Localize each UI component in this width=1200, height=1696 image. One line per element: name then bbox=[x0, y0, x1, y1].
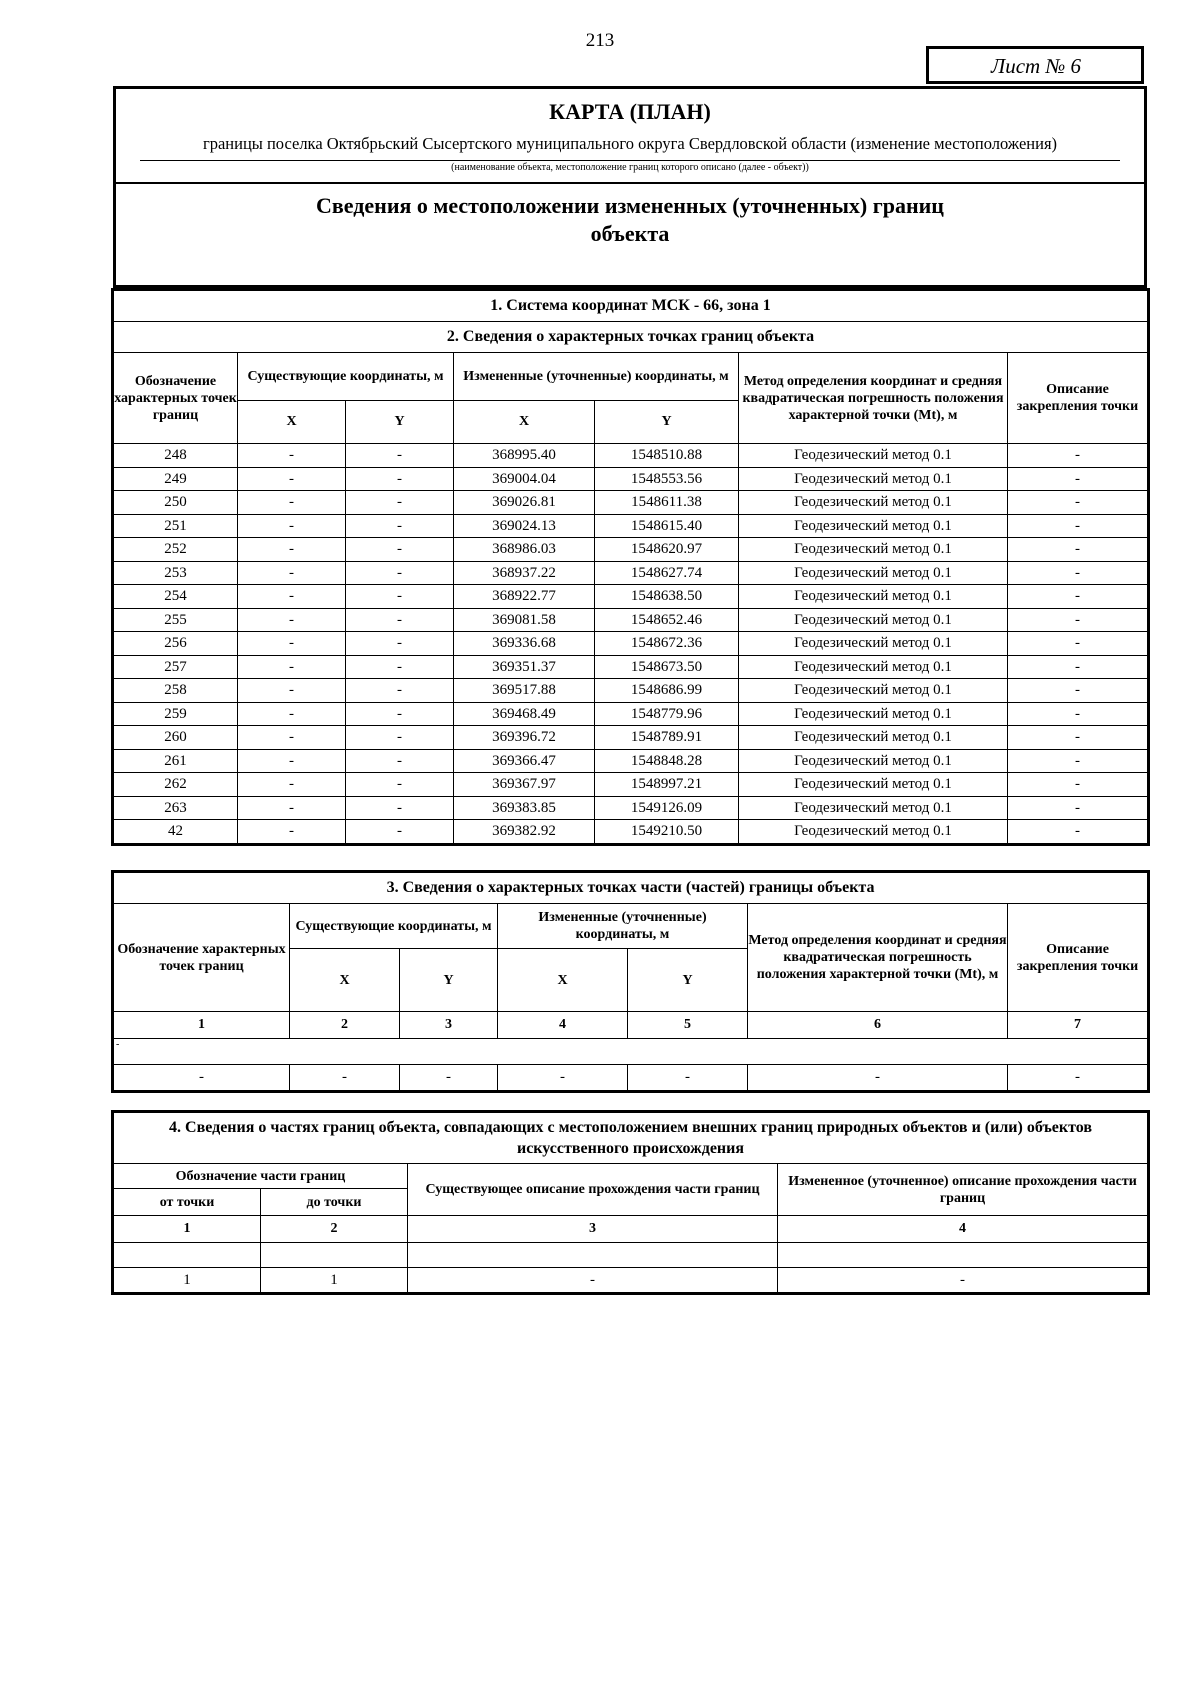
table-cell: - bbox=[114, 1065, 290, 1091]
coordinate-system-caption: 1. Система координат МСК - 66, зона 1 bbox=[114, 291, 1148, 322]
table-cell: - bbox=[238, 467, 346, 491]
part-points-table bbox=[113, 872, 1148, 1091]
table-cell: - bbox=[498, 1065, 628, 1091]
table-cell: 1548553.56 bbox=[595, 467, 739, 491]
table-cell: 1548620.97 bbox=[595, 538, 739, 562]
section-title-line-2: объекта bbox=[590, 221, 670, 246]
table-cell: 369517.88 bbox=[454, 679, 595, 703]
table-cell: - bbox=[238, 726, 346, 750]
column-header-existing: Существующие координаты, м bbox=[238, 353, 454, 401]
column-header-method: Метод определения координат и средняя квадратическая погрешность положения характерной точки (Mt), м bbox=[739, 353, 1008, 444]
table-cell: - bbox=[238, 655, 346, 679]
table-cell: 1548997.21 bbox=[595, 773, 739, 797]
table-row bbox=[114, 585, 1148, 609]
table-row bbox=[114, 702, 1148, 726]
table-cell: 263 bbox=[114, 796, 238, 820]
boundary-parts-table bbox=[113, 1112, 1148, 1293]
table-cell bbox=[261, 1243, 408, 1268]
table-cell: 369382.92 bbox=[454, 820, 595, 844]
part-points-caption: 3. Сведения о характерных точках части (частей) границы объекта bbox=[114, 873, 1148, 904]
table-row bbox=[114, 608, 1148, 632]
table-cell: 1548510.88 bbox=[595, 444, 739, 468]
table-row bbox=[114, 679, 1148, 703]
table-cell: - bbox=[238, 679, 346, 703]
table-cell: 1548638.50 bbox=[595, 585, 739, 609]
table-cell: 369004.04 bbox=[454, 467, 595, 491]
table-cell: - bbox=[238, 773, 346, 797]
column-header-x: X bbox=[454, 400, 595, 443]
table-cell bbox=[408, 1243, 778, 1268]
table-cell: 252 bbox=[114, 538, 238, 562]
column-header-y: Y bbox=[628, 949, 748, 1012]
table-cell: - bbox=[238, 491, 346, 515]
table-cell: 1548627.74 bbox=[595, 561, 739, 585]
column-header-changed-description: Измененное (уточненное) описание прохождения части границ bbox=[778, 1164, 1148, 1216]
column-header-y: Y bbox=[400, 949, 498, 1012]
column-header-description: Описание закрепления точки bbox=[1008, 353, 1148, 444]
column-header-description: Описание закрепления точки bbox=[1008, 904, 1148, 1012]
table-cell: 253 bbox=[114, 561, 238, 585]
table-cell: - bbox=[346, 655, 454, 679]
table-cell: - bbox=[1008, 655, 1148, 679]
column-header-existing: Существующие координаты, м bbox=[290, 904, 498, 949]
table-cell: - bbox=[1008, 773, 1148, 797]
table-cell: - bbox=[346, 514, 454, 538]
document-subtitle: границы поселка Октябрьский Сысертского муниципального округа Свердловской области (изменение местоположения) bbox=[202, 134, 1058, 153]
points-caption: 2. Сведения о характерных точках границ объекта bbox=[114, 322, 1148, 353]
table-cell: - bbox=[346, 726, 454, 750]
table-cell: Геодезический метод 0.1 bbox=[739, 444, 1008, 468]
table-cell: 1548673.50 bbox=[595, 655, 739, 679]
column-number: 4 bbox=[778, 1216, 1148, 1243]
column-header-changed: Измененные (уточненные) координаты, м bbox=[454, 353, 739, 401]
table-cell bbox=[778, 1243, 1148, 1268]
sheet-label: Лист № 6 bbox=[926, 46, 1144, 84]
table-cell: Геодезический метод 0.1 bbox=[739, 514, 1008, 538]
column-header-existing-description: Существующее описание прохождения части границ bbox=[408, 1164, 778, 1216]
column-number: 4 bbox=[498, 1012, 628, 1039]
table-cell: - bbox=[346, 561, 454, 585]
table-cell: Геодезический метод 0.1 bbox=[739, 538, 1008, 562]
table-cell: 368937.22 bbox=[454, 561, 595, 585]
table-cell: - bbox=[346, 702, 454, 726]
table-cell: 255 bbox=[114, 608, 238, 632]
table-cell: - bbox=[1008, 608, 1148, 632]
table-cell: 257 bbox=[114, 655, 238, 679]
table-cell: Геодезический метод 0.1 bbox=[739, 679, 1008, 703]
table-row bbox=[114, 538, 1148, 562]
table-cell: - bbox=[238, 749, 346, 773]
table-cell: - bbox=[1008, 585, 1148, 609]
table-cell: - bbox=[346, 820, 454, 844]
table-cell: 1548615.40 bbox=[595, 514, 739, 538]
table-cell: 369026.81 bbox=[454, 491, 595, 515]
table-cell: 368922.77 bbox=[454, 585, 595, 609]
table-cell: 260 bbox=[114, 726, 238, 750]
table-cell: Геодезический метод 0.1 bbox=[739, 632, 1008, 656]
table-cell: 261 bbox=[114, 749, 238, 773]
table-cell: 369336.68 bbox=[454, 632, 595, 656]
table-cell: - bbox=[1008, 796, 1148, 820]
table-cell: - bbox=[238, 632, 346, 656]
table-cell: - bbox=[1008, 702, 1148, 726]
table-cell: Геодезический метод 0.1 bbox=[739, 608, 1008, 632]
table-row bbox=[114, 655, 1148, 679]
table-cell: 1549210.50 bbox=[595, 820, 739, 844]
table-cell: - bbox=[238, 585, 346, 609]
table-cell: - bbox=[748, 1065, 1008, 1091]
table-cell: - bbox=[1008, 1065, 1148, 1091]
page-number: 213 bbox=[585, 30, 615, 51]
table-cell: - bbox=[628, 1065, 748, 1091]
document-title: КАРТА (ПЛАН) bbox=[549, 99, 711, 124]
divider bbox=[140, 160, 1120, 161]
column-header-y: Y bbox=[346, 400, 454, 443]
table-cell: 1548779.96 bbox=[595, 702, 739, 726]
column-header-part: Обозначение части границ bbox=[114, 1164, 408, 1189]
table-cell: Геодезический метод 0.1 bbox=[739, 702, 1008, 726]
table-cell: 254 bbox=[114, 585, 238, 609]
table-cell: Геодезический метод 0.1 bbox=[739, 585, 1008, 609]
table-cell: 1548686.99 bbox=[595, 679, 739, 703]
column-number: 2 bbox=[290, 1012, 400, 1039]
points-table-body bbox=[114, 444, 1148, 844]
table-row bbox=[114, 820, 1148, 844]
table-cell: 369366.47 bbox=[454, 749, 595, 773]
table-cell: 1549126.09 bbox=[595, 796, 739, 820]
table-cell: 369024.13 bbox=[454, 514, 595, 538]
table-cell: Геодезический метод 0.1 bbox=[739, 796, 1008, 820]
part-row: - bbox=[114, 1039, 1148, 1065]
column-number: 2 bbox=[261, 1216, 408, 1243]
table-cell: Геодезический метод 0.1 bbox=[739, 820, 1008, 844]
table-cell: Геодезический метод 0.1 bbox=[739, 561, 1008, 585]
table-row bbox=[114, 444, 1148, 468]
divider bbox=[116, 182, 1144, 184]
table-cell: Геодезический метод 0.1 bbox=[739, 749, 1008, 773]
column-header-from: от точки bbox=[114, 1189, 261, 1216]
column-header-designation: Обозначение характерных точек границ bbox=[114, 353, 238, 444]
points-table bbox=[113, 290, 1148, 844]
table-cell: - bbox=[346, 585, 454, 609]
table-cell: - bbox=[346, 632, 454, 656]
table-cell: - bbox=[346, 444, 454, 468]
table-cell: 256 bbox=[114, 632, 238, 656]
table-row bbox=[114, 726, 1148, 750]
table-cell: - bbox=[238, 608, 346, 632]
table-cell: - bbox=[346, 538, 454, 562]
table-cell: - bbox=[346, 491, 454, 515]
table-cell: - bbox=[1008, 538, 1148, 562]
table-cell: - bbox=[1008, 679, 1148, 703]
table-cell: 249 bbox=[114, 467, 238, 491]
table-cell: Геодезический метод 0.1 bbox=[739, 726, 1008, 750]
column-header-method: Метод определения координат и средняя квадратическая погрешность положения характерной точки (Mt), м bbox=[748, 904, 1008, 1012]
table-cell: - bbox=[238, 796, 346, 820]
table-cell: 259 bbox=[114, 702, 238, 726]
table-cell: Геодезический метод 0.1 bbox=[739, 467, 1008, 491]
table-cell: 1548611.38 bbox=[595, 491, 739, 515]
boundary-parts-caption: 4. Сведения о частях границ объекта, совпадающих с местоположением внешних границ природных объектов и (или) объектов искусственного происхождения bbox=[114, 1113, 1148, 1164]
table-cell: - bbox=[1008, 820, 1148, 844]
table-cell: - bbox=[238, 820, 346, 844]
table-cell: - bbox=[290, 1065, 400, 1091]
table-cell: - bbox=[1008, 467, 1148, 491]
table-cell: 1 bbox=[261, 1268, 408, 1293]
section-title bbox=[116, 192, 1144, 248]
table-cell: - bbox=[1008, 632, 1148, 656]
table-cell: - bbox=[238, 561, 346, 585]
table-row bbox=[114, 561, 1148, 585]
column-header-y: Y bbox=[595, 400, 739, 443]
column-number: 5 bbox=[628, 1012, 748, 1039]
table-cell: 258 bbox=[114, 679, 238, 703]
table-cell: Геодезический метод 0.1 bbox=[739, 491, 1008, 515]
table-row bbox=[114, 773, 1148, 797]
table-cell: - bbox=[238, 538, 346, 562]
column-header-x: X bbox=[498, 949, 628, 1012]
table-cell: 369396.72 bbox=[454, 726, 595, 750]
table-cell: 1 bbox=[114, 1268, 261, 1293]
table-cell: - bbox=[346, 608, 454, 632]
table-cell: - bbox=[408, 1268, 778, 1293]
column-number: 3 bbox=[408, 1216, 778, 1243]
column-number: 7 bbox=[1008, 1012, 1148, 1039]
table-cell: 369468.49 bbox=[454, 702, 595, 726]
table-cell: - bbox=[346, 749, 454, 773]
column-number: 6 bbox=[748, 1012, 1008, 1039]
table-cell: 250 bbox=[114, 491, 238, 515]
table-cell bbox=[114, 1243, 261, 1268]
table-cell: 1548652.46 bbox=[595, 608, 739, 632]
table-row bbox=[114, 632, 1148, 656]
table-cell: - bbox=[1008, 491, 1148, 515]
table-cell: 368995.40 bbox=[454, 444, 595, 468]
table-cell: 1548672.36 bbox=[595, 632, 739, 656]
table-cell: - bbox=[1008, 749, 1148, 773]
table-cell: 251 bbox=[114, 514, 238, 538]
table-cell: 42 bbox=[114, 820, 238, 844]
column-header-x: X bbox=[290, 949, 400, 1012]
table-cell: 368986.03 bbox=[454, 538, 595, 562]
table-cell: - bbox=[1008, 444, 1148, 468]
table-cell: - bbox=[238, 444, 346, 468]
table-cell: - bbox=[238, 514, 346, 538]
table-cell: - bbox=[778, 1268, 1148, 1293]
table-cell: - bbox=[1008, 561, 1148, 585]
table-cell: 1548789.91 bbox=[595, 726, 739, 750]
table-cell: 369367.97 bbox=[454, 773, 595, 797]
table-cell: - bbox=[400, 1065, 498, 1091]
table-row bbox=[114, 491, 1148, 515]
table-row bbox=[114, 796, 1148, 820]
table-row bbox=[114, 749, 1148, 773]
column-header-designation: Обозначение характерных точек границ bbox=[114, 904, 290, 1012]
column-number: 1 bbox=[114, 1216, 261, 1243]
table-cell: 369081.58 bbox=[454, 608, 595, 632]
table-cell: - bbox=[346, 679, 454, 703]
table-cell: 369383.85 bbox=[454, 796, 595, 820]
column-header-changed: Измененные (уточненные) координаты, м bbox=[498, 904, 748, 949]
column-header-x: X bbox=[238, 400, 346, 443]
subtitle-caption: (наименование объекта, местоположение границ которого описано (далее - объект)) bbox=[451, 162, 809, 173]
table-cell: 1548848.28 bbox=[595, 749, 739, 773]
column-number: 3 bbox=[400, 1012, 498, 1039]
table-cell: Геодезический метод 0.1 bbox=[739, 773, 1008, 797]
table-cell: 369351.37 bbox=[454, 655, 595, 679]
table-cell: - bbox=[346, 773, 454, 797]
column-number: 1 bbox=[114, 1012, 290, 1039]
table-row bbox=[114, 514, 1148, 538]
column-header-to: до точки bbox=[261, 1189, 408, 1216]
table-cell: - bbox=[346, 796, 454, 820]
table-cell: 248 bbox=[114, 444, 238, 468]
table-cell: 262 bbox=[114, 773, 238, 797]
section-title-line-1: Сведения о местоположении измененных (уточненных) границ bbox=[316, 193, 944, 218]
table-cell: Геодезический метод 0.1 bbox=[739, 655, 1008, 679]
table-row bbox=[114, 467, 1148, 491]
table-cell: - bbox=[1008, 514, 1148, 538]
document-header bbox=[113, 86, 1147, 288]
table-cell: - bbox=[238, 702, 346, 726]
table-cell: - bbox=[346, 467, 454, 491]
table-cell: - bbox=[1008, 726, 1148, 750]
